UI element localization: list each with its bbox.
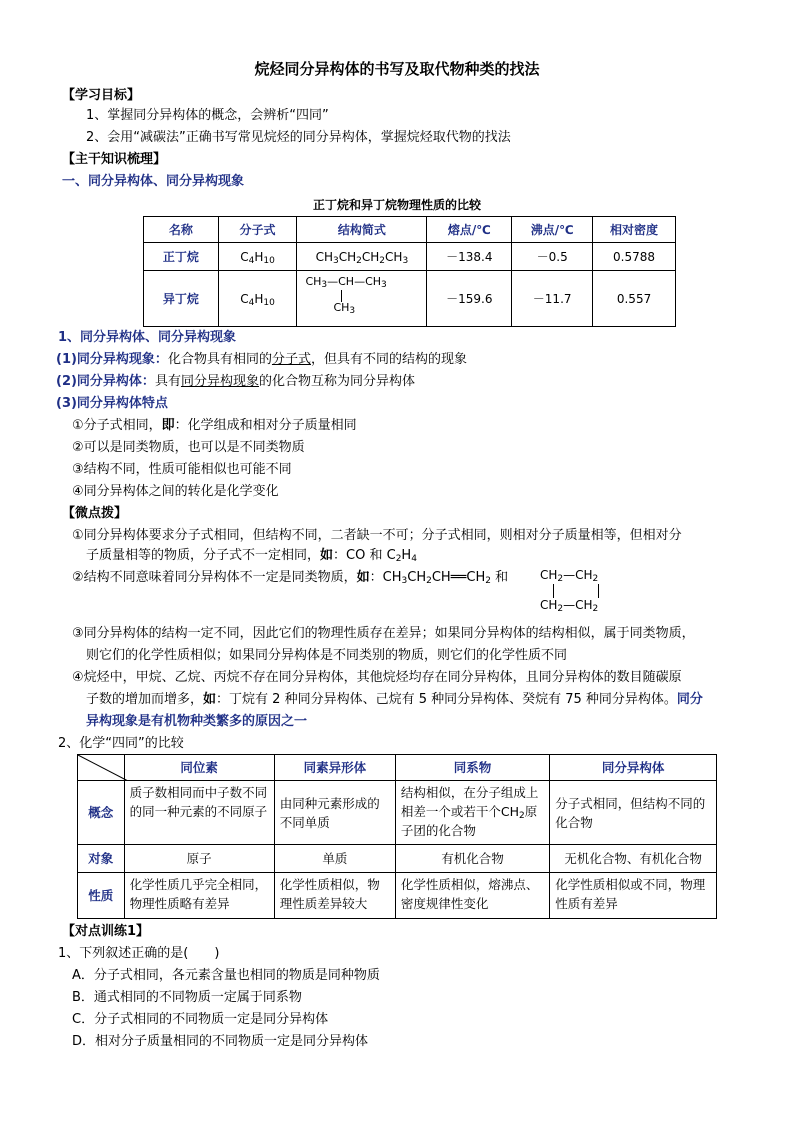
table-row bbox=[78, 845, 717, 873]
cell-concept-homolog: 结构相似，在分子组成上相差一个或若干个$CH_2$原子团的化合物 bbox=[395, 781, 549, 845]
option-d[interactable]: D．相对分子质量相同的不同物质一定是同分异构体 bbox=[72, 1034, 369, 1049]
cell-density: 0.5788 bbox=[593, 243, 676, 271]
cell-property-homolog: 化学性质相似，熔沸点、密度规律性变化 bbox=[395, 873, 549, 919]
th-formula: 分子式 bbox=[218, 217, 297, 243]
four-same-table bbox=[77, 754, 717, 919]
tip-1-line-1: ①同分异构体要求分子式相同，但结构不同，二者缺一不可；分子式相同，则相对分子质量相等，但相对分 bbox=[72, 528, 682, 543]
question-stem: 1、下列叙述正确的是( ) bbox=[58, 946, 220, 961]
table-row bbox=[144, 243, 676, 271]
th-homolog: 同系物 bbox=[395, 755, 549, 781]
tip-4-line-1: ④烷烃中，甲烷、乙烷、丙烷不存在同分异构体，其他烷烃均存在同分异构体，且同分异构体的数目随碳原 bbox=[72, 670, 682, 685]
study-goals-heading: 【学习目标】 bbox=[62, 88, 141, 103]
sub1-heading: 1、同分异构体、同分异构现象 bbox=[58, 330, 237, 345]
cell-structure: $CH_3CH_2CH_2CH_3$ bbox=[297, 243, 427, 271]
study-goal-2: 2、会用“减碳法”正确书写常见烷烃的同分异构体，掌握烷烃取代物的找法 bbox=[86, 130, 511, 145]
tip-3-line-1: ③同分异构体的结构一定不同，因此它们的物理性质存在差异；如果同分异构体的结构相似，属于同类物质， bbox=[72, 626, 695, 641]
study-goal-1: 1、掌握同分异构体的概念，会辨析“四同” bbox=[86, 108, 329, 123]
cell-concept-isomer: 分子式相同，但结构不同的化合物 bbox=[550, 781, 717, 845]
cell-object-isomer: 无机化合物、有机化合物 bbox=[550, 845, 717, 873]
option-b[interactable]: B．通式相同的不同物质一定属于同系物 bbox=[72, 990, 302, 1005]
th-allotrope: 同素异形体 bbox=[274, 755, 395, 781]
cell-formula: $C_4H_{10}$ bbox=[218, 271, 297, 327]
feature-2: ②可以是同类物质，也可以是不同类物质 bbox=[72, 440, 305, 455]
option-a[interactable]: A．分子式相同，各元素含量也相同的物质是同种物质 bbox=[72, 968, 380, 983]
definition-isomerism: (1)同分异构现象：化合物具有相同的分子式，但具有不同的结构的现象 bbox=[56, 352, 467, 367]
cell-bp: －11.7 bbox=[512, 271, 593, 327]
tip-4-line-3: 异构现象是有机物种类繁多的原因之一 bbox=[86, 714, 308, 729]
feature-4: ④同分异构体之间的转化是化学变化 bbox=[72, 484, 279, 499]
page-title: 烷烃同分异构体的书写及取代物种类的找法 bbox=[254, 60, 540, 78]
cell-object-isotope: 原子 bbox=[124, 845, 274, 873]
th-density: 相对密度 bbox=[593, 217, 676, 243]
th-isotope: 同位素 bbox=[124, 755, 274, 781]
cell-name: 正丁烷 bbox=[144, 243, 219, 271]
th-structure: 结构简式 bbox=[297, 217, 427, 243]
cell-mp: －138.4 bbox=[427, 243, 512, 271]
cell-name: 异丁烷 bbox=[144, 271, 219, 327]
cell-formula: $C_4H_{10}$ bbox=[218, 243, 297, 271]
tip-4-line-2: 子数的增加而增多，如：丁烷有 2 种同分异构体、己烷有 5 种同分异构体、癸烷有 75 种同分异构体。同分 bbox=[86, 692, 703, 707]
row-label-object: 对象 bbox=[78, 845, 125, 873]
cell-object-homolog: 有机化合物 bbox=[395, 845, 549, 873]
option-c[interactable]: C．分子式相同的不同物质一定是同分异构体 bbox=[72, 1012, 329, 1027]
cell-concept-allotrope: 由同种元素形成的不同单质 bbox=[274, 781, 395, 845]
th-isomer: 同分异构体 bbox=[550, 755, 717, 781]
cell-property-isomer: 化学性质相似或不同，物理性质有差异 bbox=[550, 873, 717, 919]
th-boiling-point: 沸点/℃ bbox=[512, 217, 593, 243]
row-label-concept: 概念 bbox=[78, 781, 125, 845]
cell-density: 0.557 bbox=[593, 271, 676, 327]
butane-table bbox=[143, 216, 676, 327]
cell-property-allotrope: 化学性质相似，物理性质差异较大 bbox=[274, 873, 395, 919]
tip-2: ②结构不同意味着同分异构体不一定是同类物质，如：$CH_3CH_2CH══CH_2$ 和 bbox=[72, 570, 509, 586]
tips-heading: 【微点拨】 bbox=[62, 506, 128, 521]
cyclobutane-structure: $CH_2—CH_2$ $CH_2—CH_2$ bbox=[540, 568, 599, 614]
cell-property-isotope: 化学性质几乎完全相同，物理性质略有差异 bbox=[124, 873, 274, 919]
sub2-heading: 2、化学“四同”的比较 bbox=[58, 736, 184, 751]
row-label-property: 性质 bbox=[78, 873, 125, 919]
definition-isomer: (2)同分异构体：具有同分异构现象的化合物互称为同分异构体 bbox=[56, 374, 415, 389]
th-melting-point: 熔点/℃ bbox=[427, 217, 512, 243]
section1-heading: 一、同分异构体、同分异构现象 bbox=[62, 174, 245, 189]
th-name: 名称 bbox=[144, 217, 219, 243]
feature-3: ③结构不同，性质可能相似也可能不同 bbox=[72, 462, 292, 477]
exercise-heading: 【对点训练1】 bbox=[62, 924, 150, 939]
corner-cell bbox=[78, 755, 125, 781]
tip-1-line-2: 子质量相等的物质，分子式不一定相同，如：CO 和 $C_2H_4$ bbox=[86, 548, 417, 564]
isobutane-structure: $CH_3—CH—CH_3$ $CH_3$ bbox=[305, 275, 387, 316]
table-row bbox=[144, 271, 676, 327]
table1-caption: 正丁烷和异丁烷物理性质的比较 bbox=[312, 198, 481, 212]
table-row bbox=[78, 781, 717, 845]
cell-bp: －0.5 bbox=[512, 243, 593, 271]
cell-concept-isotope: 质子数相同而中子数不同的同一种元素的不同原子 bbox=[124, 781, 274, 845]
cell-mp: －159.6 bbox=[427, 271, 512, 327]
knowledge-heading: 【主干知识梳理】 bbox=[62, 152, 167, 167]
table-row bbox=[78, 873, 717, 919]
features-heading: (3)同分异构体特点 bbox=[56, 396, 168, 411]
cell-structure bbox=[297, 271, 427, 327]
cell-object-allotrope: 单质 bbox=[274, 845, 395, 873]
feature-1: ①分子式相同，即：化学组成和相对分子质量相同 bbox=[72, 418, 357, 433]
diagonal-line bbox=[78, 755, 128, 781]
tip-3-line-2: 则它们的化学性质相似；如果同分异构体是不同类别的物质，则它们的化学性质不同 bbox=[86, 648, 568, 663]
